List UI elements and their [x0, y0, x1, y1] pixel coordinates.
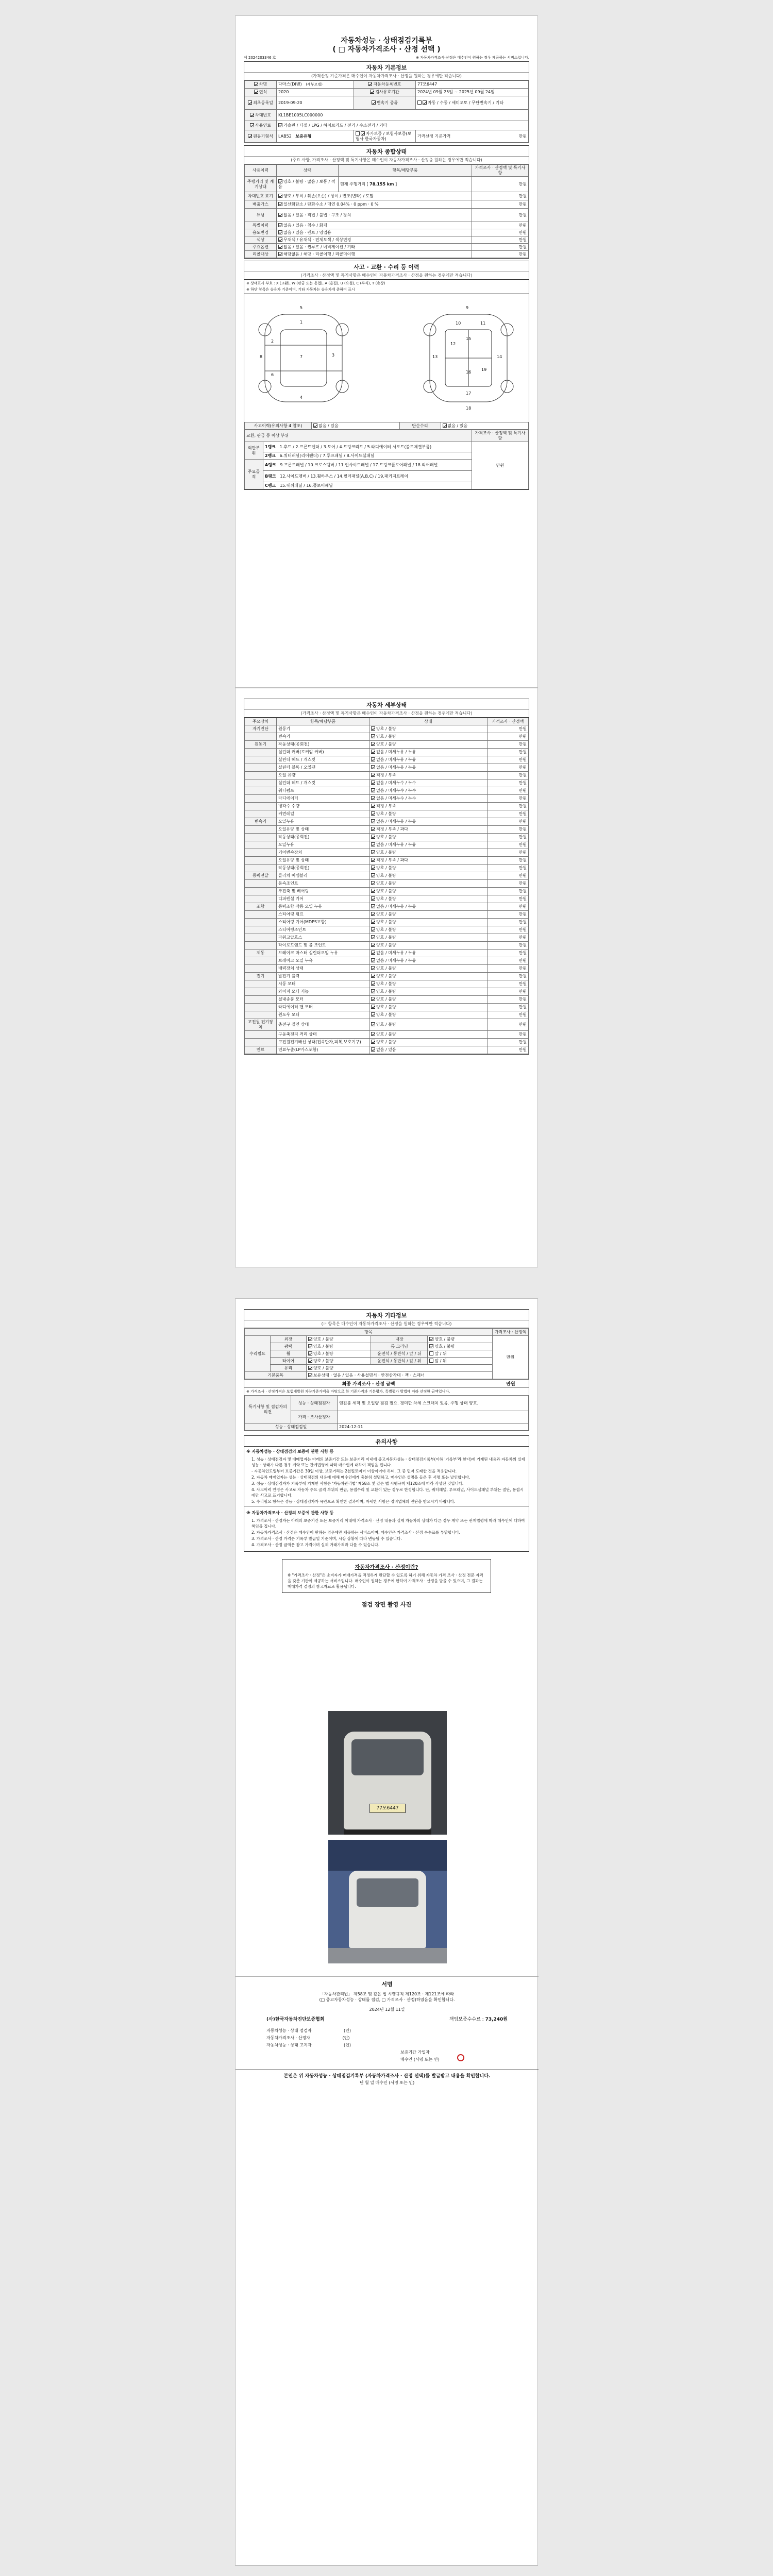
diagram-num-7: 7	[300, 354, 303, 359]
detail-subtitle: (가격조사 · 산정액 및 특기사항은 매수인이 자동차가격조사 · 산정을 원하는 경우에만 적습니다)	[244, 710, 529, 718]
diagram-num-4: 4	[300, 395, 303, 400]
detail-row: 시동 모터 양호 / 불량 만원	[245, 980, 529, 988]
note-item: 4. 가격조사 · 산정 금액은 참고 가격이며 실제 거래가격과 다를 수 있습니다.	[251, 1543, 380, 1547]
accident-legend: ※ 상태표시 부호 : X (교환), W (판금 또는 용접), A (흠집), U (요철), C (부식), T (손상)	[246, 281, 385, 285]
detail-row: 변속기 양호 / 불량 만원	[245, 733, 529, 741]
others-table: 항목 가격조사 · 산정액 수리필요 외장 양호 / 불량 내장 양호 / 불량 만원 광택 양호 / 불량 룸 크리닝 양호 / 불량 휠 양호 / 불량 운전석 / 동반석 / 앞 / 뒤 앞 / 뒤 타이어 양호 / 불량 운전석 / 동반석 / 앞 / 뒤 앞 / 뒤 유리 양호 / 불량 기본품목 보유상태 · 없음 / 있음 · 사용설명서 · 안전삼각대 · 잭 · 스패너	[244, 1328, 529, 1379]
basic-info-table	[244, 80, 529, 143]
diagram-num-6: 6	[271, 372, 274, 377]
label-inspection-period: 검사유효기간	[354, 89, 416, 96]
transmission-value: 자동 / 수동 / 세미오토 / 무단변속기 / 기타	[416, 96, 529, 110]
detail-row: 타이로드엔드 및 볼 조인트 양호 / 불량 만원	[245, 942, 529, 950]
diagram-num-19: 19	[481, 367, 487, 372]
status-row: 배출가스 일산화탄소 / 탄화수소 / 매연 0.04% · 0 ppm · 0 % 만원	[245, 200, 529, 209]
notes-sec2-title: ※ 자동차가격조사 · 산정의 보증에 관한 사항 등	[246, 1511, 334, 1515]
status-header-history: 사용이력	[245, 165, 277, 177]
note-item: 3. 가격조사 · 산정 가격은 기록부 발급일 기준이며, 시장 상황에 따라 변동될 수 있습니다.	[251, 1536, 402, 1541]
detail-row: 실내송풍 모터 양호 / 불량 만원	[245, 996, 529, 1004]
seal-stamp	[457, 2054, 464, 2061]
detail-row: 작동상태(공회전) 양호 / 불량 만원	[245, 834, 529, 841]
detail-row: 워터펌프 없음 / 미세누수 / 누수 만원	[245, 787, 529, 795]
inspection-period-value: 2024년 09월 25일 ~ 2025년 09월 24일	[416, 89, 529, 96]
diagram-num-10: 10	[456, 321, 461, 326]
diagram-num-8: 8	[260, 354, 263, 359]
basic-info-subtitle: (가격산정 기준가격은 매수인이 자동차가격조사 · 산정을 원하는 경우에만 적습니다)	[244, 73, 529, 80]
others-subtitle: (☞ 항목은 매수인이 자동차가격조사 · 산정을 원하는 경우에만 적습니다)	[244, 1320, 529, 1328]
sig-price: 자동차가격조사 · 산정자 (인)	[266, 2036, 350, 2040]
price-info-title: 자동차가격조사 · 산정이란?	[355, 1565, 418, 1570]
fuel-value: 가솔린 / 디젤 / LPG / 하이브리드 / 전기 / 수소전기 / 기타	[277, 121, 529, 130]
diagram-num-11: 11	[480, 321, 486, 326]
detail-row: 추진축 및 베어링 양호 / 불량 만원	[245, 888, 529, 895]
signature-org: (사)한국자동차진단보증협회	[266, 2017, 325, 2022]
others-section	[244, 1309, 529, 1431]
detail-row: 스티어링 기어(MDPS포함) 양호 / 불량 만원	[245, 919, 529, 926]
overall-status-title: 자동차 종합상태	[244, 146, 529, 157]
inspection-photo-front	[328, 1711, 447, 1835]
note-item: 5. 수리필요 항목은 성능 · 상태점검자가 육안으로 확인한 결과이며, 자세한 사항은 정비업체의 진단을 받으시기 바랍니다.	[251, 1499, 456, 1504]
note-item: 2. 자동차가격조사 · 산정은 매수인이 원하는 경우에만 제공하는 서비스이며, 매수인은 가격조사 · 산정 수수료를 부담합니다.	[251, 1530, 461, 1535]
detail-row: 원동기 작동상태(공회전) 양호 / 불량 만원	[245, 741, 529, 749]
special-notes-table: 특기사항 및 점검자의 의견 성능 · 상태점검자 엔진룸 세척 및 오일량 점검 필요. 경미한 차체 스크래치 있음. 주행 상태 양호. 가격 · 조사산정자 성능 · 상태점검일 2024-12-11	[244, 1395, 529, 1431]
parts-table: 교환, 판금 등 이상 부위 가격조사 · 산정액 및 특기사항 외판부위 1랭크 1.후드 / 2.프론트펜더 / 3.도어 / 4.트렁크리드 / 5.라디에이터 서포트(볼트체결부품) 만원 2랭크 6.쿼터패널(리어펜더) / 7.루프패널 / 8.사이드실패널 주요골격 A랭크 9.프론트패널 / 10.크로스멤버 / 11.인사이드패널 / 17.트렁크플로어패널 / 18.리어패널 B랭크 12.사이드멤버 / 13.휠하우스 / 14.필러패널(A,B,C) / 19.패키지트레이 C랭크 15.대쉬패널 / 16.플로어패널	[244, 430, 529, 489]
label-plate: 자동차등록번호	[354, 81, 416, 89]
status-row: 주행거리 및 계기상태 양호 / 불량 · 많음 / 보통 / 적음 현재 주행거리 [ 78,155 km ] 만원	[245, 177, 529, 192]
detail-row: 오일유량 및 상태 적정 / 부족 / 과다 만원	[245, 857, 529, 865]
detail-row: 고전원전기배선 상태(접속단자,피복,보호기구) 양호 / 불량 만원	[245, 1039, 529, 1046]
detail-row: 오일 유량 적정 / 부족 만원	[245, 772, 529, 779]
page-3	[235, 1298, 538, 2566]
diagram-num-9: 9	[466, 306, 469, 310]
notes-sec1-title: ※ 자동차성능 · 상태점검의 보증에 관한 사항 등	[246, 1449, 334, 1454]
accident-legend-2: ※ 하단 항목은 승용차 기준이며, 기타 자동차는 승용차에 준하여 표시	[246, 287, 355, 292]
overall-status-subtitle: (주요 사항, 가격조사 · 산정액 및 특기사항은 매수인이 자동차가격조사 · 산정을 원하는 경우에만 적습니다)	[244, 157, 529, 164]
diagram-num-18: 18	[466, 406, 472, 411]
note-item: 1. 가격조사 · 산정자는 아래의 보증기간 또는 보증거리 이내에 가격조사 · 산정 내용과 실제 자동차의 상태가 다른 경우 계약 또는 관계법령에 따라 매수인에 대하여 책임을 집니다.	[251, 1518, 525, 1529]
base-price: 가격산정 기준가격 만원	[416, 130, 529, 143]
accident-summary-table: 사고이력(유의사항 4 참조) 없음 / 있음 단순수리 없음 / 있음	[244, 422, 529, 430]
status-row: 튜닝 없음 / 있음 · 적법 / 불법 · 구조 / 장치 만원	[245, 209, 529, 222]
label-first-reg: 최초등록일	[245, 96, 277, 110]
photos-title: 점검 장면 촬영 사진	[361, 1601, 412, 1608]
accident-subtitle: (가격조사 · 산정액 및 특기사항은 매수인이 자동차가격조사 · 산정을 원하는 경우에만 적습니다)	[244, 272, 529, 280]
diagram-num-5: 5	[300, 306, 303, 310]
status-row: 차대번호 표기 양호 / 부식 / 훼손(오손) / 상이 / 변조(변타) / 도말 만원	[245, 192, 529, 200]
note-item: - 자동차인도일부터 보증기간은 30일 이상, 보증거리는 2천킬로미터 이상이어야 하며, 그 중 먼저 도래한 것을 적용합니다.	[251, 1469, 457, 1473]
note-item: 4. 사고이력 인정은 사고로 자동차 주요 골격 부위의 판금, 용접수리 및 교환이 있는 경우로 한정합니다. 단, 쿼터패널, 루프패널, 사이드실패널 부위는 절단, 용접시에만 사고로 표기합니다.	[251, 1487, 524, 1498]
accident-section	[244, 261, 529, 490]
detail-table: 주요장치 항목/해당부품 상태 가격조사 · 산정액 자기진단 원동기 양호 / 불량 만원 변속기 양호 / 불량 만원 원동기 작동상태(공회전) 양호 / 불량 만원 실린더 커버(로커암 커버) 없음 / 미세누유 / 누유 만원 실린더 헤드 / 개스킷 없음 / 미세누유 / 누유 만원 실린더 블록 / 오일팬 없음 / 미세누유 / 누유 만원 오일 유량 적정 / 부족 만원 실린더 헤드 / 개스킷 없음 / 미세누수 / 누수 만원 워터펌프 없음 / 미세누수 / 누수 만원 라디에이터 없음 / 미세누수 / 누수 만원 냉각수 수량 적정 / 부족 만원 커먼레일 양호 / 불량 만원 변속기 오일누유 없음 / 미세누유 / 누유 만원 오일유량 및 상태 적정 / 부족 / 과다 만원 작동상태(공회전) 양호 / 불량 만원 오일누유 없음 / 미세누유 / 누유 만원 기어변속장치 양호 / 불량 만원 오일유량 및 상태 적정 / 부족 / 과다 만원 작동상태(공회전) 양호 / 불량 만원 동력전달 클러치 어셈블리 양호 / 불량 만원 등속조인트 양호 / 불량 만원 추진축 및 베어링 양호 / 불량 만원 디퍼렌셜 기어 양호 / 불량 만원 조향 동력조향 작동 오일 누유 없음 / 미세누유 / 누유 만원 스티어링 펌프 양호 / 불량 만원 스티어링 기어(MDPS포함) 양호 / 불량 만원 스티어링조인트 양호 / 불량 만원 파워고압호스 양호 / 불량 만원 타이로드엔드 및 볼 조인트 양호 / 불량 만원 제동 브레이크 마스터 실린더오일 누유 없음 / 미세누유 / 누유 만원 브레이크 오일 누유 없음 / 미세누유 / 누유 만원 배력장치 상태 양호 / 불량 만원 전기 발전기 출력 양호 / 불량 만원 시동 모터 양호 / 불량 만원 와이퍼 모터 기능 양호 / 불량 만원 실내송풍 모터 양호 / 불량 만원 라디에이터 팬 모터 양호 / 불량 만원 윈도우 모터 양호 / 불량 만원 고전원 전기장치 충전구 절연 상태 양호 / 불량 만원 구동축전지 격리 상태 양호 / 불량 만원 고전원전기배선 상태(접속단자,피복,보호기구) 양호 / 불량 만원 연료 연료누출(LP가스포함) 없음 / 있음 만원	[244, 718, 529, 1054]
plate-value: 77모6447	[416, 81, 529, 89]
warranty-value: 자가보증 / 보험사보증(보험사 한국자동차)	[354, 130, 416, 143]
status-row: 특별이력 없음 / 있음 · 침수 / 화재 만원	[245, 222, 529, 229]
detail-row: 브레이크 오일 누유 없음 / 미세누유 / 누유 만원	[245, 957, 529, 965]
detail-row: 전기 발전기 출력 양호 / 불량 만원	[245, 973, 529, 980]
signature-footer-2: 년 월 일 매수인 (서명 또는 인)	[359, 2080, 415, 2085]
detail-title: 자동차 세부상태	[244, 699, 529, 710]
status-row: 주요옵션 없음 / 있음 · 썬루프 / 네비게이션 / 기타 만원	[245, 244, 529, 251]
status-header-state: 상태	[277, 165, 339, 177]
detail-row: 디퍼렌셜 기어 양호 / 불량 만원	[245, 895, 529, 903]
label-fuel: 사용연료	[245, 121, 277, 130]
diagram-num-2: 2	[271, 339, 274, 344]
year-value: 2020	[277, 89, 354, 96]
diagram-num-1: 1	[300, 320, 303, 325]
accident-history-label: 사고이력(유의사항 4 참조)	[245, 422, 312, 430]
sig-insurance: 보증기간 가입자	[400, 2050, 430, 2055]
overall-status-table	[244, 164, 529, 258]
status-row: 리콜대상 해당없음 / 해당 · 리콜이행 / 리콜미이행 만원	[245, 251, 529, 258]
detail-row: 커먼레일 양호 / 불량 만원	[245, 810, 529, 818]
vin-value: KL1BE1005LC000000	[277, 110, 529, 121]
final-price-row: 최종 가격조사 · 산정 금액 만원	[244, 1379, 529, 1387]
diagram-num-15: 15	[466, 336, 472, 341]
page-1	[235, 15, 538, 688]
first-reg-value: 2019-09-20	[277, 96, 354, 110]
sig-buyer: 매수인 (서명 또는 인)	[400, 2057, 440, 2062]
note-item: 3. 성능 · 상태점검자가 기록부에 기재한 사항은 '자동차관리법' 제58조 및 같은 법 시행규칙 제120조에 따라 작성된 것입니다.	[251, 1481, 464, 1486]
detail-row: 고전원 전기장치 충전구 절연 상태 양호 / 불량 만원	[245, 1019, 529, 1031]
basic-info-section	[244, 61, 529, 143]
detail-row: 실린더 블록 / 오일팬 없음 / 미세누유 / 누유 만원	[245, 764, 529, 772]
detail-row: 등속조인트 양호 / 불량 만원	[245, 880, 529, 888]
detail-row: 스티어링 펌프 양호 / 불량 만원	[245, 911, 529, 919]
detail-row: 조향 동력조향 작동 오일 누유 없음 / 미세누유 / 누유 만원	[245, 903, 529, 911]
car-diagram	[244, 293, 529, 422]
signature-law: 「자동차관리법」 제58조 및 같은 법 시행규칙 제120조 · 제121조에 따라	[320, 1992, 454, 1996]
car-name-value: 다마스(DI밴) (세부모델)	[277, 81, 354, 89]
signature-section: 서명 「자동차관리법」 제58조 및 같은 법 시행규칙 제120조 · 제121조에 따라 (□ 중고자동차성능 · 상태를 점검, □ 가격조사 · 산정)하였음을 확인합니다. 2024년 12월 11일 (사)한국자동차진단보증협회 책임보증수수료 : 73,240원 자동차성능 · 상태 점검자 (인) 자동차가격조사 · 산정자 (인) 자동차성능 · 상태 고지자 (인) 보증기간 가입자 매수인 (서명 또는 인) 본인은 위 자동차성능 · 상태점검기록부 (자동차가격조사 · 산정 선택)를 발급받고 내용을 확인합니다. 년 월 일 매수인 (서명 또는 인)	[236, 1976, 539, 2086]
signature-law-2: (□ 중고자동차성능 · 상태를 점검, □ 가격조사 · 산정)하였음을 확인합니다.	[319, 1997, 455, 2002]
diagram-num-17: 17	[466, 391, 472, 396]
detail-row: 오일누유 없음 / 미세누유 / 누유 만원	[245, 841, 529, 849]
notes-section	[244, 1435, 529, 1552]
diagram-num-14: 14	[497, 354, 502, 359]
simple-repair-label: 단순수리	[399, 422, 441, 430]
signature-date: 2024년 12월 11일	[369, 2007, 405, 2012]
final-price-note: ※ 가격조사 · 산정가격은 보험개발원 차량기준가액을 바탕으로 한 기준가격과 기본평가, 특별평가 방법에 따라 산정한 금액입니다.	[244, 1387, 529, 1395]
status-header-parts: 항목/해당부품	[339, 165, 472, 177]
price-info-text: ※ "가격조사 · 산정"은 소비자가 매매가격을 적정하게 판단할 수 있도록 하기 위해 자동차 가격 조사 · 산정 전문 자격을 갖춘 기관이 제공하는 서비스입니다. 매수인이 원하는 경우에 한하여 가격조사 · 산정을 받을 수 있으며, 그 결과는 매매가격 결정의 참고자료로 활용됩니다.	[288, 1573, 483, 1589]
document-subtitle: ( □ 자동차가격조사 · 산정 선택 )	[332, 45, 441, 54]
document-number: 제 2024203346 호	[244, 56, 276, 60]
diagram-num-13: 13	[432, 354, 438, 359]
detail-row: 오일유량 및 상태 적정 / 부족 / 과다 만원	[245, 826, 529, 834]
price-info-box	[282, 1559, 491, 1593]
detail-row: 와이퍼 모터 기능 양호 / 불량 만원	[245, 988, 529, 996]
detail-row: 기어변속장치 양호 / 불량 만원	[245, 849, 529, 857]
notes-title: 유의사항	[244, 1436, 529, 1447]
page-2	[235, 688, 538, 1267]
note-item: 1. 성능 · 상태점검자 및 매매업자는 아래의 보증기간 또는 보증거리 이내에 중고자동차성능 · 상태점검기록부(이하 '기록부'라 한다)에 기재된 내용과 자동차의 실제 성능 · 상태가 다른 경우 계약 또는 관계법령에 따라 매수인에 대하여 책임을 집니다.	[251, 1457, 525, 1467]
accident-title: 사고 · 교환 · 수리 등 이력	[244, 261, 529, 272]
diagram-num-12: 12	[450, 342, 456, 346]
parts-title: 교환, 판금 등 이상 부위	[245, 430, 472, 442]
others-title: 자동차 기타정보	[244, 1310, 529, 1320]
detail-row: 냉각수 수량 적정 / 부족 만원	[245, 803, 529, 810]
detail-section	[244, 699, 529, 1055]
label-year: 연식	[245, 89, 277, 96]
status-row: 용도변경 없음 / 있음 · 렌트 / 영업용 만원	[245, 229, 529, 236]
status-row: 색상 무채색 / 유채색 · 전체도색 / 색상변경 만원	[245, 236, 529, 244]
detail-row: 배력장치 상태 양호 / 불량 만원	[245, 965, 529, 973]
signature-title: 서명	[381, 1981, 393, 1988]
signature-footer: 본인은 위 자동차성능 · 상태점검기록부 (자동차가격조사 · 산정 선택)를 발급받고 내용을 확인합니다.	[236, 2070, 539, 2079]
engine-value: LAB52 보증유형	[277, 130, 354, 143]
detail-row: 작동상태(공회전) 양호 / 불량 만원	[245, 865, 529, 872]
diagram-num-3: 3	[332, 353, 335, 358]
detail-row: 윈도우 모터 양호 / 불량 만원	[245, 1011, 529, 1019]
detail-row: 제동 브레이크 마스터 실린더오일 누유 없음 / 미세누유 / 누유 만원	[245, 950, 529, 957]
sig-notice: 자동차성능 · 상태 고지자 (인)	[266, 2043, 351, 2047]
status-header-price: 가격조사 · 산정액 및 특기사항	[472, 165, 529, 177]
detail-row: 변속기 오일누유 없음 / 미세누유 / 누유 만원	[245, 818, 529, 826]
detail-row: 자기진단 원동기 양호 / 불량 만원	[245, 725, 529, 733]
detail-row: 파워고압호스 양호 / 불량 만원	[245, 934, 529, 942]
document-notice: ※ 자동차가격조사·산정은 매수인이 원하는 경우 제공하는 서비스입니다.	[416, 56, 529, 60]
overall-status-section	[244, 145, 529, 259]
detail-row: 라디에이터 팬 모터 양호 / 불량 만원	[245, 1004, 529, 1011]
detail-row: 실린더 헤드 / 개스킷 없음 / 미세누유 / 누유 만원	[245, 756, 529, 764]
detail-row: 연료 연료누출(LP가스포함) 없음 / 있음 만원	[245, 1046, 529, 1054]
label-vin: 차대번호	[245, 110, 277, 121]
inspection-photo-rear	[328, 1840, 447, 1963]
label-transmission: 변속기 종류	[354, 96, 416, 110]
note-item: 2. 자동차 매매업자는 성능 · 상태점검의 내용에 대해 매수인에게 충분히 설명하고, 매수인은 설명을 들은 후 서명 또는 날인합니다.	[251, 1475, 470, 1480]
car-diagram-svg	[244, 294, 530, 422]
detail-row: 스티어링조인트 양호 / 불량 만원	[245, 926, 529, 934]
license-plate: 77모6447	[369, 1804, 406, 1813]
detail-row: 구동축전지 격리 상태 양호 / 불량 만원	[245, 1031, 529, 1039]
warranty-fee: 73,240원	[485, 2017, 508, 2022]
detail-row: 실린더 커버(로커암 커버) 없음 / 미세누유 / 누유 만원	[245, 749, 529, 756]
detail-row: 동력전달 클러치 어셈블리 양호 / 불량 만원	[245, 872, 529, 880]
diagram-num-16: 16	[466, 370, 472, 375]
detail-row: 라디에이터 없음 / 미세누수 / 누수 만원	[245, 795, 529, 803]
label-engine: 원동기형식	[245, 130, 277, 143]
detail-row: 실린더 헤드 / 개스킷 없음 / 미세누수 / 누수 만원	[245, 779, 529, 787]
basic-info-title: 자동차 기본정보	[244, 62, 529, 73]
document-title: 자동차성능 · 상태점검기록부	[341, 37, 432, 45]
sig-inspector: 자동차성능 · 상태 점검자 (인)	[266, 2028, 351, 2033]
label-car-name: 차명	[245, 81, 277, 89]
